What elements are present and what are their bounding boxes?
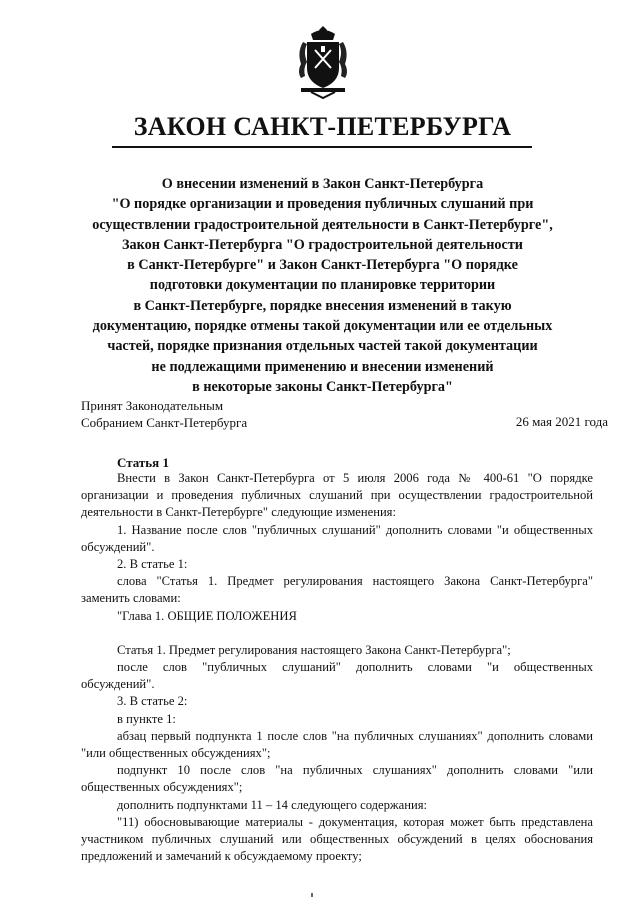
- law-subject: [60, 174, 585, 397]
- body-line: Внести в Закон Санкт-Петербурга от 5 июля 2006 года № 400-61 "О порядке: [117, 471, 593, 485]
- body-line: 2. В статье 1:: [117, 556, 188, 571]
- body-line: участником публичных слушаний или общественных обсуждений в целях обоснования: [81, 831, 593, 846]
- body-line: "Глава 1. ОБЩИЕ ПОЛОЖЕНИЯ: [117, 608, 297, 623]
- body-line: 3. В статье 2:: [117, 694, 188, 709]
- adopted-by-line-1: Принят Законодательным: [81, 398, 224, 413]
- body-line: деятельности в Санкт-Петербурге" следующие изменения:: [81, 505, 396, 520]
- subject-line: Закон Санкт-Петербурга "О градостроительной деятельности: [122, 236, 523, 253]
- paragraph-gap: [81, 625, 593, 642]
- subject-line: в Санкт-Петербурге, порядке внесения изменений в такую: [133, 297, 512, 314]
- body-line: абзац первый подпункта 1 после слов "на публичных слушаниях" дополнить словами: [117, 728, 593, 743]
- body-line: в пункте 1:: [117, 711, 176, 726]
- law-title: ЗАКОН САНКТ-ПЕТЕРБУРГА: [133, 112, 512, 141]
- body-line: 1. Название после слов "публичных слушаний" дополнить словами "и общественных: [117, 522, 593, 537]
- body-line: Статья 1. Предмет регулирования настоящего Закона Санкт-Петербурга";: [117, 642, 511, 657]
- subject-line: не подлежащими применению и внесении изменений: [151, 358, 494, 375]
- body-line: "11) обосновывающие материалы - документация, которая может быть представлена: [117, 814, 593, 829]
- body-line: заменить словами:: [81, 591, 181, 606]
- body-line: "или общественных обсуждениях";: [81, 745, 271, 760]
- subject-line: документацию, порядке отмены такой документации или ее отдельных: [92, 318, 553, 335]
- body-line: слова "Статья 1. Предмет регулирования настоящего Закона Санкт-Петербурга": [117, 574, 593, 589]
- body-line: обсуждений".: [81, 539, 155, 554]
- subject-line: осуществлении градостроительной деятельности в Санкт-Петербурге",: [92, 216, 553, 233]
- body-line: после слов "публичных слушаний" дополнить словами "и общественных: [117, 659, 593, 674]
- subject-line: в некоторые законы Санкт-Петербурга": [192, 378, 453, 395]
- body-line: обсуждений".: [81, 677, 155, 692]
- body-line: дополнить подпунктами 11 – 14 следующего содержания:: [117, 797, 427, 812]
- coat-of-arms-emblem: [293, 24, 353, 100]
- article-body: [81, 470, 593, 865]
- subject-line: О внесении изменений в Закон Санкт-Петербурга: [161, 176, 484, 192]
- body-line: предложений и замечаний к обсуждаемому проекту;: [81, 849, 362, 864]
- subject-line: "О порядке организации и проведения публичных слушаний при: [111, 196, 534, 213]
- body-line: общественных обсуждениях";: [81, 780, 243, 795]
- adoption-date: 26 мая 2021 года: [515, 414, 608, 429]
- body-line: подпункт 10 после слов "на публичных слушаниях" дополнить словами "или: [117, 763, 593, 778]
- scan-mark: [311, 893, 313, 897]
- subject-line: в Санкт-Петербурге" и Закон Санкт-Петербурга "О порядке: [127, 257, 518, 274]
- subject-line: частей, порядке признания отдельных частей такой документации: [107, 338, 538, 355]
- subject-line: подготовки документации по планировке территории: [149, 277, 496, 294]
- adoption-note: [81, 397, 247, 431]
- body-line: организации и проведения публичных слушаний при осуществлении градостроительной: [81, 488, 593, 503]
- adopted-by-line-2: Собранием Санкт-Петербурга: [81, 415, 248, 430]
- title-underline: [112, 146, 532, 148]
- article-heading: Статья 1: [117, 455, 169, 470]
